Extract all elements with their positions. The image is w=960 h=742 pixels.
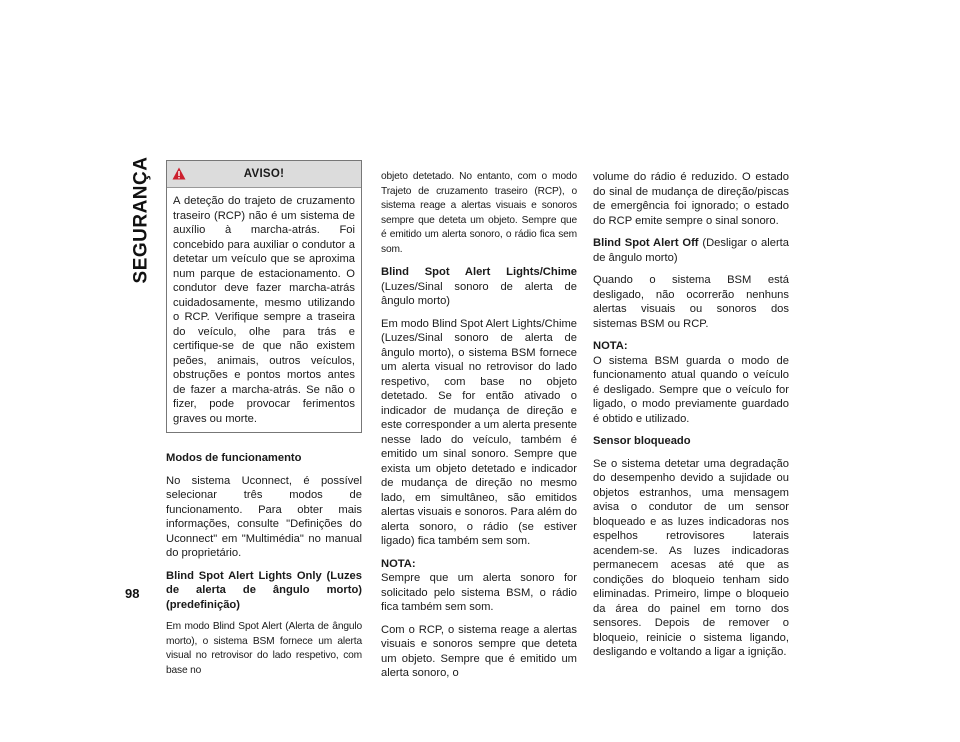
column-3 [593,170,789,668]
warning-text: A deteção do trajeto de cruzamento traseiro (RCP) não é um sistema de auxílio à marcha-atrás. Foi concebido para auxiliar o condutor a detetar um veículo que se aproxima num parque de estacionamento. O condutor deve fazer marcha-atrás cuidadosamente, mesmo utilizando o RCP. Verifique sempre a traseira do veículo, olhe para trás e certifique-se de que não existem peões, animais, outros veículos, obstruções e pontos mortos antes de fazer a marcha-atrás. Se não o fizer, pode provocar ferimentos graves ou morte. [173,195,355,425]
heading-lights-only: Blind Spot Alert Lights Only (Luzes de alerta de ângulo morto) (predefinição) [166,569,362,611]
continued-text-3: volume do rádio é reduzido. O estado do sinal de mudança de direção/piscas de emergência foi ignorado; o estado do RCP emite sempre o sinal sonoro. [593,171,789,227]
heading-sensor: Sensor bloqueado [593,435,691,447]
lights-only-text: Em modo Blind Spot Alert (Alerta de ângulo morto), o sistema BSM fornece um alerta visual no retrovisor do lado respetivo, com base no [166,621,362,676]
heading-lights-chime-paragraph [381,265,577,309]
note-label: NOTA: [381,557,416,570]
off-text: Quando o sistema BSM está desligado, não ocorrerão nenhuns alertas visuais ou sonoros dos sistemas BSM ou RCP. [593,274,789,330]
heading-lights-chime-suffix: (Luzes/Sinal sonoro de alerta de ângulo morto) [381,280,577,307]
heading-lights-chime: Blind Spot Alert Lights/Chime [381,266,577,278]
sensor-text: Se o sistema detetar uma degradação do desempenho devido a sujidade ou objetos estranhos, uma mensagem avisa o condutor de um sensor bloqueado e as luzes indicadoras nos espelhos retrovisores laterais acendem-se. As luzes indicadoras permanecem acesas até que as condições do bloqueio tenham sido eliminadas. Primeiro, limpe o bloqueio da área do painel em torno dos sensores. Depois de remover o bloqueio, reinicie o sistema ligando, desligando e voltando a ligar a ignição. [593,457,789,658]
note-2 [593,339,789,426]
heading-off-paragraph [593,236,789,265]
note-text-2: O sistema BSM guarda o modo de funcionamento atual quando o veículo é desligado. Sempre que o veículo for ligado, o modo previamente guardado é obtido e utilizado. [593,354,789,425]
page-number: 98 [125,586,140,601]
warning-body [167,188,361,432]
warning-box [166,160,362,433]
warning-title: AVISO! [243,167,285,180]
lights-chime-text: Em modo Blind Spot Alert Lights/Chime (Luzes/Sinal sonoro de alerta de ângulo morto), o sistema BSM fornece um alerta visual no retrovisor do lado respetivo, com base no objeto detetado. Se for então ativado o indicador de mudança de direção e este corresponder a um alerta presente nesse lado do veículo, também é emitido um sinal sonoro. Sempre que exista um objeto detetado e indicador de mudança de direção no mesmo lado, em simultâneo, são emitidos alertas visuais e sonoros. Para além do alerta sonoro, o rádio (se estiver ligado) fica também sem som. [381,317,577,547]
rcp-text: Com o RCP, o sistema reage a alertas visuais e sonoros sempre que deteta um objeto. Sempre que é emitido um alerta sonoro, o [381,623,577,679]
heading-modes: Modos de funcionamento [166,452,302,464]
column-1 [166,160,362,686]
warning-header [167,161,361,188]
column-2 [381,170,577,689]
modes-text: No sistema Uconnect, é possível selecionar três modos de funcionamento. Para obter mais informações, consulte "Definições do Uconnect" em "Multimédia" no manual do proprietário. [166,474,362,559]
note-text: Sempre que um alerta sonoro for solicitado pelo sistema BSM, o rádio fica também sem som. [381,572,577,613]
section-title: SEGURANÇA [130,156,152,284]
heading-off-suffix: (Desligar o alerta de ângulo morto) [593,237,790,264]
note-label-2: NOTA: [593,340,628,352]
heading-off: Blind Spot Alert Off [593,237,699,249]
section-tab [124,156,158,284]
warning-triangle-icon [172,167,186,180]
note-1 [381,557,577,615]
continued-text: objeto detetado. No entanto, com o modo Trajeto de cruzamento traseiro (RCP), o sistema reage a alertas visuais e sonoros sempre que deteta um objeto. Sempre que é emitido um alerta sonoro, o rádio fica sem som. [381,171,577,255]
